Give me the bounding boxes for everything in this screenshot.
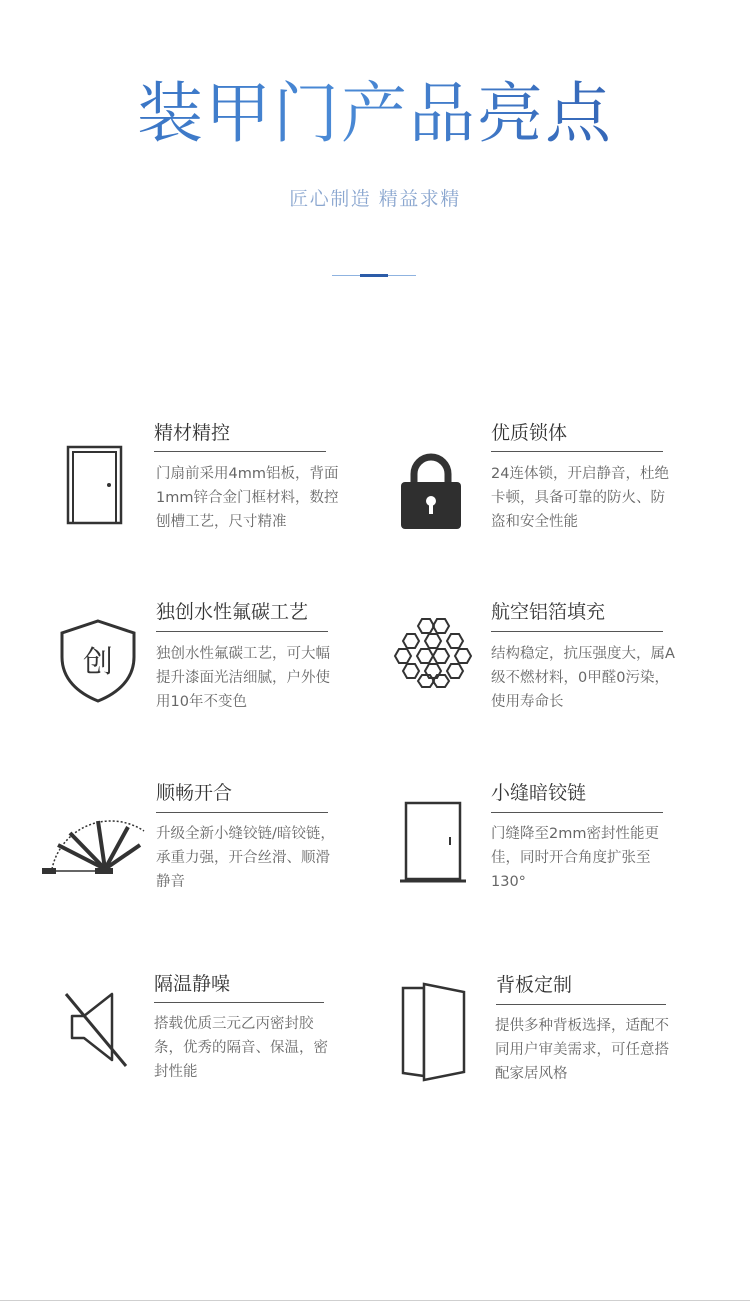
feature-card-lock — [388, 418, 718, 558]
feature-title-rule — [491, 451, 663, 452]
door-icon — [65, 444, 135, 534]
feature-description: 门缝降至2mm密封性能更佳，同时开合角度扩张至130° — [491, 826, 659, 890]
mute-speaker-icon — [64, 988, 144, 1078]
feature-title: 独创水性氟碳工艺 — [156, 601, 309, 623]
feature-title-rule — [156, 631, 328, 632]
feature-description: 独创水性氟碳工艺，可大幅提升漆面光洁细腻，户外使用10年不变色 — [156, 646, 330, 710]
feature-title: 背板定制 — [496, 974, 573, 996]
feature-title: 航空铝箔填充 — [491, 601, 606, 623]
feature-description: 升级全新小缝铰链/暗铰链，承重力强，开合丝滑、顺滑静音 — [156, 826, 335, 890]
feature-description: 门扇前采用4mm铝板，背面1mm锌合金门框材料，数控刨槽工艺，尺寸精准 — [156, 466, 339, 530]
feature-card-aluminum — [388, 597, 718, 737]
feature-title-rule — [491, 812, 663, 813]
feature-title-rule — [154, 451, 326, 452]
feature-description: 24连体锁，开启静音，杜绝卡顿，具备可靠的防火、防盗和安全性能 — [491, 466, 669, 530]
padlock-icon — [398, 452, 468, 532]
bottom-divider — [0, 1300, 750, 1301]
feature-card-hinge — [388, 777, 718, 917]
feature-title-rule — [156, 812, 328, 813]
page-title: 装甲门产品亮点 — [0, 74, 750, 154]
feature-card-material — [50, 418, 380, 558]
feature-card-insulation — [50, 968, 380, 1108]
feature-title-rule — [491, 631, 663, 632]
feature-title: 优质锁体 — [491, 422, 568, 444]
feature-description: 结构稳定，抗压强度大，属A级不燃材料，0甲醛0污染，使用寿命长 — [491, 646, 675, 710]
feature-card-coating — [50, 597, 380, 737]
feature-description: 提供多种背板选择，适配不同用户审美需求，可任意搭配家居风格 — [495, 1018, 669, 1082]
feature-title: 精材精控 — [154, 422, 231, 444]
feature-description: 搭载优质三元乙丙密封胶条，优秀的隔音、保温，密封性能 — [154, 1016, 328, 1080]
feature-title: 小缝暗铰链 — [491, 782, 587, 804]
door-swing-icon — [40, 785, 150, 890]
page-subtitle: 匠心制造 精益求精 — [289, 188, 461, 210]
feature-card-opening — [40, 777, 370, 917]
honeycomb-icon — [392, 615, 472, 690]
feature-card-panel — [388, 968, 718, 1108]
title-divider-accent — [360, 274, 388, 277]
feature-title-rule — [154, 1002, 324, 1003]
door-hinge-icon — [400, 797, 480, 912]
panel-icon — [400, 980, 480, 1095]
feature-title-rule — [496, 1004, 666, 1005]
shield-text: 创 — [83, 645, 113, 680]
feature-title: 顺畅开合 — [156, 782, 233, 804]
feature-title: 隔温静噪 — [154, 973, 231, 995]
